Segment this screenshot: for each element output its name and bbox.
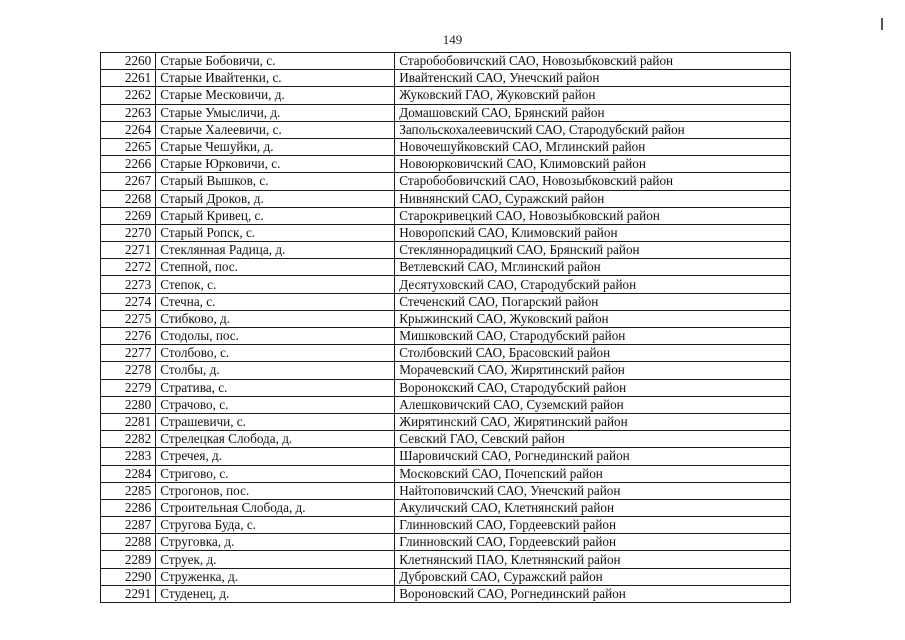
row-number: 2288 bbox=[101, 534, 156, 551]
table-body bbox=[101, 53, 791, 603]
row-number: 2283 bbox=[101, 448, 156, 465]
table-row bbox=[101, 396, 791, 413]
table-row bbox=[101, 190, 791, 207]
row-number: 2264 bbox=[101, 121, 156, 138]
row-number: 2291 bbox=[101, 585, 156, 602]
district-name: Новоюрковичский САО, Климовский район bbox=[395, 156, 791, 173]
settlement-table bbox=[100, 52, 791, 603]
table-row bbox=[101, 259, 791, 276]
settlement-name: Столбы, д. bbox=[156, 362, 395, 379]
settlement-name: Стречея, д. bbox=[156, 448, 395, 465]
row-number: 2266 bbox=[101, 156, 156, 173]
table-row bbox=[101, 138, 791, 155]
district-name: Запольскохалеевичский САО, Стародубский район bbox=[395, 121, 791, 138]
row-number: 2278 bbox=[101, 362, 156, 379]
table-row bbox=[101, 293, 791, 310]
district-name: Воронокский САО, Стародубский район bbox=[395, 379, 791, 396]
table-row bbox=[101, 551, 791, 568]
district-name: Акуличский САО, Клетнянский район bbox=[395, 499, 791, 516]
settlement-name: Старый Вышков, с. bbox=[156, 173, 395, 190]
settlement-name: Стодолы, пос. bbox=[156, 328, 395, 345]
table-row bbox=[101, 173, 791, 190]
settlement-name: Старый Кривец, с. bbox=[156, 207, 395, 224]
district-name: Вороновский САО, Рогнединский район bbox=[395, 585, 791, 602]
table-row bbox=[101, 448, 791, 465]
row-number: 2284 bbox=[101, 465, 156, 482]
settlement-name: Стибково, д. bbox=[156, 310, 395, 327]
row-number: 2274 bbox=[101, 293, 156, 310]
row-number: 2271 bbox=[101, 242, 156, 259]
settlement-name: Строгонов, пос. bbox=[156, 482, 395, 499]
row-number: 2269 bbox=[101, 207, 156, 224]
settlement-name: Стригово, с. bbox=[156, 465, 395, 482]
row-number: 2268 bbox=[101, 190, 156, 207]
table-row bbox=[101, 379, 791, 396]
district-name: Крыжинский САО, Жуковский район bbox=[395, 310, 791, 327]
settlement-name: Струженка, д. bbox=[156, 568, 395, 585]
district-name: Старобобовичский САО, Новозыбковский район bbox=[395, 53, 791, 70]
district-name: Найтоповичский САО, Унечский район bbox=[395, 482, 791, 499]
district-name: Глинновский САО, Гордеевский район bbox=[395, 517, 791, 534]
table-row bbox=[101, 53, 791, 70]
district-name: Ивайтенский САО, Унечский район bbox=[395, 70, 791, 87]
district-name: Севский ГАО, Севский район bbox=[395, 431, 791, 448]
settlement-name: Старые Халеевичи, с. bbox=[156, 121, 395, 138]
district-name: Ветлевский САО, Мглинский район bbox=[395, 259, 791, 276]
settlement-name: Страчово, с. bbox=[156, 396, 395, 413]
settlement-name: Стечна, с. bbox=[156, 293, 395, 310]
page-number: 149 bbox=[442, 32, 463, 47]
row-number: 2285 bbox=[101, 482, 156, 499]
row-number: 2279 bbox=[101, 379, 156, 396]
table-row bbox=[101, 87, 791, 104]
table-row bbox=[101, 276, 791, 293]
row-number: 2290 bbox=[101, 568, 156, 585]
settlement-name: Стругова Буда, с. bbox=[156, 517, 395, 534]
table-row bbox=[101, 156, 791, 173]
settlement-name: Струек, д. bbox=[156, 551, 395, 568]
district-name: Морачевский САО, Жирятинский район bbox=[395, 362, 791, 379]
district-name: Новоропский САО, Климовский район bbox=[395, 224, 791, 241]
settlement-name: Струговка, д. bbox=[156, 534, 395, 551]
table-row bbox=[101, 413, 791, 430]
row-number: 2270 bbox=[101, 224, 156, 241]
row-number: 2277 bbox=[101, 345, 156, 362]
settlement-name: Степной, пос. bbox=[156, 259, 395, 276]
table-row bbox=[101, 499, 791, 516]
settlement-name: Столбово, с. bbox=[156, 345, 395, 362]
table-row bbox=[101, 517, 791, 534]
district-name: Нивнянский САО, Суражский район bbox=[395, 190, 791, 207]
table-row bbox=[101, 121, 791, 138]
district-name: Новочешуйковский САО, Мглинский район bbox=[395, 138, 791, 155]
table-row bbox=[101, 585, 791, 602]
settlement-name: Страшевичи, с. bbox=[156, 413, 395, 430]
settlement-name: Старые Чешуйки, д. bbox=[156, 138, 395, 155]
district-name: Стекляннорадицкий САО, Брянский район bbox=[395, 242, 791, 259]
settlement-name: Строительная Слобода, д. bbox=[156, 499, 395, 516]
row-number: 2282 bbox=[101, 431, 156, 448]
district-name: Жуковский ГАО, Жуковский район bbox=[395, 87, 791, 104]
row-number: 2276 bbox=[101, 328, 156, 345]
row-number: 2287 bbox=[101, 517, 156, 534]
row-number: 2289 bbox=[101, 551, 156, 568]
district-name: Московский САО, Почепский район bbox=[395, 465, 791, 482]
table-row bbox=[101, 362, 791, 379]
table-row bbox=[101, 310, 791, 327]
row-number: 2267 bbox=[101, 173, 156, 190]
table-row bbox=[101, 482, 791, 499]
settlement-name: Старые Ивайтенки, с. bbox=[156, 70, 395, 87]
district-name: Шаровичский САО, Рогнединский район bbox=[395, 448, 791, 465]
table-row bbox=[101, 568, 791, 585]
settlement-name: Студенец, д. bbox=[156, 585, 395, 602]
settlement-name: Старый Дроков, д. bbox=[156, 190, 395, 207]
district-name: Стеченский САО, Погарский район bbox=[395, 293, 791, 310]
table-row bbox=[101, 70, 791, 87]
row-number: 2262 bbox=[101, 87, 156, 104]
settlement-name: Старые Бобовичи, с. bbox=[156, 53, 395, 70]
row-number: 2265 bbox=[101, 138, 156, 155]
table-row bbox=[101, 465, 791, 482]
district-name: Старокривецкий САО, Новозыбковский район bbox=[395, 207, 791, 224]
table-row bbox=[101, 328, 791, 345]
settlement-name: Старые Месковичи, д. bbox=[156, 87, 395, 104]
row-number: 2273 bbox=[101, 276, 156, 293]
district-name: Мишковский САО, Стародубский район bbox=[395, 328, 791, 345]
row-number: 2261 bbox=[101, 70, 156, 87]
district-name: Клетнянский ПАО, Клетнянский район bbox=[395, 551, 791, 568]
district-name: Дубровский САО, Суражский район bbox=[395, 568, 791, 585]
row-number: 2272 bbox=[101, 259, 156, 276]
row-number: 2286 bbox=[101, 499, 156, 516]
district-name: Столбовский САО, Брасовский район bbox=[395, 345, 791, 362]
row-number: 2263 bbox=[101, 104, 156, 121]
district-name: Старобобовичский САО, Новозыбковский район bbox=[395, 173, 791, 190]
settlement-name: Старый Ропск, с. bbox=[156, 224, 395, 241]
settlement-name: Стратива, с. bbox=[156, 379, 395, 396]
district-name: Глинновский САО, Гордеевский район bbox=[395, 534, 791, 551]
row-number: 2260 bbox=[101, 53, 156, 70]
table-row bbox=[101, 104, 791, 121]
settlement-name: Старые Умысличи, д. bbox=[156, 104, 395, 121]
district-name: Алешковичский САО, Суземский район bbox=[395, 396, 791, 413]
table-row bbox=[101, 207, 791, 224]
settlement-name: Степок, с. bbox=[156, 276, 395, 293]
table-row bbox=[101, 534, 791, 551]
district-name: Домашовский САО, Брянский район bbox=[395, 104, 791, 121]
table-row bbox=[101, 345, 791, 362]
settlement-name: Стеклянная Радица, д. bbox=[156, 242, 395, 259]
row-number: 2281 bbox=[101, 413, 156, 430]
district-name: Жирятинский САО, Жирятинский район bbox=[395, 413, 791, 430]
table-row bbox=[101, 224, 791, 241]
margin-mark bbox=[881, 18, 883, 30]
settlement-name: Стрелецкая Слобода, д. bbox=[156, 431, 395, 448]
settlement-name: Старые Юрковичи, с. bbox=[156, 156, 395, 173]
table-row bbox=[101, 431, 791, 448]
row-number: 2280 bbox=[101, 396, 156, 413]
row-number: 2275 bbox=[101, 310, 156, 327]
district-name: Десятуховский САО, Стародубский район bbox=[395, 276, 791, 293]
table-row bbox=[101, 242, 791, 259]
